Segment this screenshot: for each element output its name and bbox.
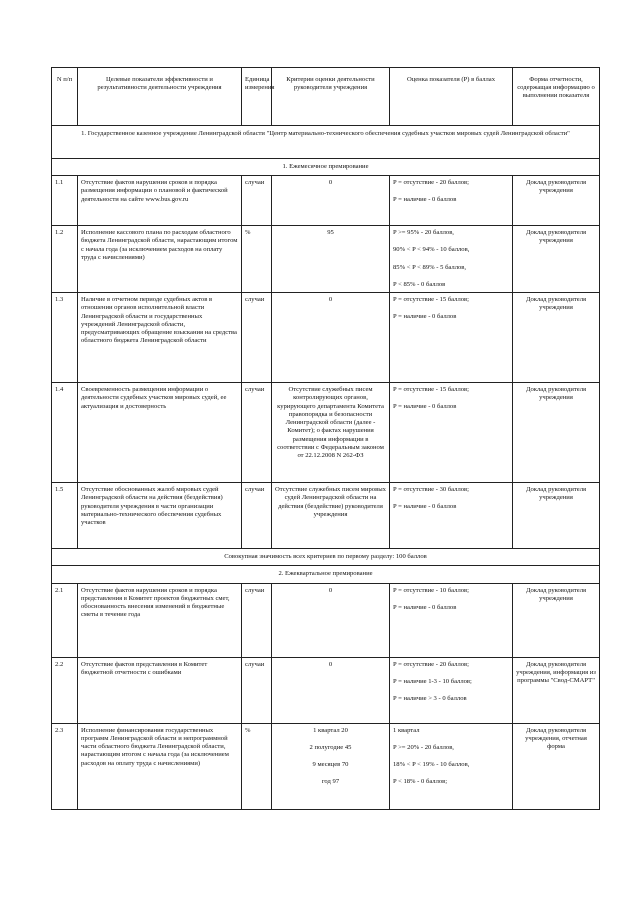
report-form-cell: Доклад руководителя учреждения, отчетная форма: [513, 723, 600, 809]
unit-cell: случаи: [242, 293, 272, 383]
table-row: [52, 226, 600, 293]
score-line: P = отсутствие - 20 баллов;: [393, 179, 469, 187]
table-row: [52, 483, 600, 549]
criteria-line: 0: [328, 660, 333, 668]
row-number: 1.5: [52, 483, 78, 549]
table-row: [52, 657, 600, 723]
indicator-text: Отсутствие фактов нарушения сроков и порядка размещения информации о плановой и фактической деятельности на сайте www.bus.gov.ru: [78, 176, 242, 226]
indicator-text: Наличие в отчетном периоде судебных актов в отношении органов исполнительной власти Ленинградской области и государственных учреждений Ленинградской области, предусматривающих обращение взыскания на средства областного бюджета Ленинградской области: [78, 293, 242, 383]
criteria-line: 9 месяцев 70: [312, 761, 349, 769]
criteria-cell: [272, 293, 390, 383]
unit-cell: случаи: [242, 583, 272, 657]
header-indicator: Целевые показатели эффективности и результативности деятельности учреждения: [78, 68, 242, 126]
header-score: Оценка показателя (Р) в баллах: [390, 68, 513, 126]
report-form-cell: Доклад руководителя учреждения, информация из программы "Свод-СМАРТ": [513, 657, 600, 723]
score-cell: [390, 657, 513, 723]
indicator-text: Своевременность размещения информации о деятельности судебных участков мировых судей, ее актуализация и достоверность: [78, 383, 242, 483]
score-cell: [390, 483, 513, 549]
score-line: P = отсутствие - 10 баллов;: [393, 586, 469, 594]
score-line: P = отсутствие - 15 баллов;: [393, 296, 469, 304]
row-number: 1.2: [52, 226, 78, 293]
score-line: P = отсутствие - 15 баллов;: [393, 386, 469, 394]
score-line: P = наличие - 0 баллов: [393, 603, 457, 611]
row-number: 1.1: [52, 176, 78, 226]
unit-cell: %: [242, 723, 272, 809]
indicators-table: [51, 67, 600, 810]
score-cell: [390, 226, 513, 293]
institution-title: 1. Государственное казенное учреждение Ленинградской области "Центр материально-технического обеспечения судебных участков мировых судей Ленинградской области": [52, 126, 600, 159]
row-number: 2.2: [52, 657, 78, 723]
criteria-line: год 97: [321, 778, 340, 786]
table-row: [52, 176, 600, 226]
score-line: P >= 95% - 20 баллов,: [393, 229, 454, 237]
header-criteria: Критерии оценки деятельности руководителя учреждения: [272, 68, 390, 126]
row-number: 2.3: [52, 723, 78, 809]
criteria-line: 95: [327, 229, 334, 237]
criteria-line: 1 квартал 20: [313, 726, 348, 734]
criteria-cell: [272, 657, 390, 723]
indicator-text: Отсутствие обоснованных жалоб мировых судей Ленинградской области на действия (бездействия) руководителя учреждения в части организации материально-технического обеспечения судебных участков: [78, 483, 242, 549]
section-row: [52, 566, 600, 583]
unit-cell: случаи: [242, 483, 272, 549]
report-form-cell: Доклад руководителя учреждения: [513, 226, 600, 293]
section-row: [52, 159, 600, 176]
section2-title: 2. Ежеквартальное премирование: [52, 566, 600, 583]
unit-cell: случаи: [242, 657, 272, 723]
report-form-cell: Доклад руководителя учреждения: [513, 383, 600, 483]
report-form-cell: Доклад руководителя учреждения: [513, 176, 600, 226]
score-line: P = наличие - 0 баллов: [393, 403, 457, 411]
score-line: P = наличие - 0 баллов: [393, 313, 457, 321]
criteria-line: 0: [328, 179, 333, 187]
report-form-cell: Доклад руководителя учреждения: [513, 483, 600, 549]
row-number: 1.3: [52, 293, 78, 383]
header-unit: Единица измерения: [242, 68, 272, 126]
indicator-text: Исполнение финансирования государственных программ Ленинградской области и непрограммной части областного бюджета Ленинградской области, нарастающим итогом с начала года (за исключением расходов на оплату труда с начислениями): [78, 723, 242, 809]
criteria-line: 2 полугодие 45: [309, 743, 352, 751]
criteria-line: 0: [328, 296, 333, 304]
score-cell: [390, 176, 513, 226]
unit-cell: случаи: [242, 383, 272, 483]
table-header-row: [52, 68, 600, 126]
report-form-cell: Доклад руководителя учреждения: [513, 293, 600, 383]
criteria-cell: [272, 383, 390, 483]
score-line: P = наличие 1-3 - 10 баллов;: [393, 677, 472, 685]
table-row: [52, 293, 600, 383]
row-number: 2.1: [52, 583, 78, 657]
indicator-text: Исполнение кассового плана по расходам областного бюджета Ленинградской области, нарастающим итогом с начала года (за исключением расходов на оплату труда с начислениями): [78, 226, 242, 293]
criteria-cell: [272, 226, 390, 293]
unit-cell: случаи: [242, 176, 272, 226]
indicator-text: Отсутствие фактов представления в Комитет бюджетной отчетности с ошибками: [78, 657, 242, 723]
score-line: P = наличие - 0 баллов: [393, 196, 457, 204]
score-cell: [390, 583, 513, 657]
score-line: 18% < P < 19% - 10 баллов,: [393, 761, 470, 769]
section1-total: Совокупная значимость всех критериев по первому разделу: 100 баллов: [52, 549, 600, 566]
total-row: [52, 549, 600, 566]
criteria-cell: [272, 583, 390, 657]
score-cell: [390, 293, 513, 383]
score-cell: [390, 383, 513, 483]
table-row: [52, 723, 600, 809]
score-cell: [390, 723, 513, 809]
criteria-line: 0: [328, 586, 333, 594]
score-line: P = наличие - 0 баллов: [393, 503, 457, 511]
indicator-text: Отсутствие фактов нарушения сроков и порядка представления в Комитет проектов бюджетных смет, обоснованность внесения изменений в бюджетные сметы в течение года: [78, 583, 242, 657]
score-line: P < 18% - 0 баллов;: [393, 778, 448, 786]
header-report: Форма отчетности, содержащая информацию о выполнении показателя: [513, 68, 600, 126]
score-line: P < 85% - 0 баллов: [393, 280, 446, 288]
report-form-cell: Доклад руководителя учреждения: [513, 583, 600, 657]
unit-cell: %: [242, 226, 272, 293]
criteria-line: Отсутствие служебных писем контролирующих органов, курирующего департамента Комитета правопорядка и безопасности Ленинградской области (далее - Комитет); о фактах нарушения размещения информации в соответствии с Федеральным законом от 22.12.2008 N 262-ФЗ: [277, 386, 384, 460]
criteria-line: Отсутствие служебных писем мировых судей Ленинградской области на действия (бездействие) руководителя учреждения: [275, 486, 386, 518]
score-line: P = отсутствие - 20 баллов;: [393, 660, 469, 668]
table-body: [52, 126, 600, 810]
score-line: P >= 20% - 20 баллов,: [393, 743, 454, 751]
score-line: 1 квартал: [393, 726, 420, 734]
institution-row: [52, 126, 600, 159]
score-line: P = отсутствие - 30 баллов;: [393, 486, 469, 494]
row-number: 1.4: [52, 383, 78, 483]
header-num: N п/п: [52, 68, 78, 126]
score-line: P = наличие > 3 - 0 баллов: [393, 695, 467, 703]
criteria-cell: [272, 723, 390, 809]
criteria-cell: [272, 483, 390, 549]
table-row: [52, 583, 600, 657]
section1-title: 1. Ежемесячное премирование: [52, 159, 600, 176]
score-line: 90% < P < 94% - 10 баллов,: [393, 246, 470, 254]
criteria-cell: [272, 176, 390, 226]
table-row: [52, 383, 600, 483]
score-line: 85% < P < 89% - 5 баллов,: [393, 263, 467, 271]
